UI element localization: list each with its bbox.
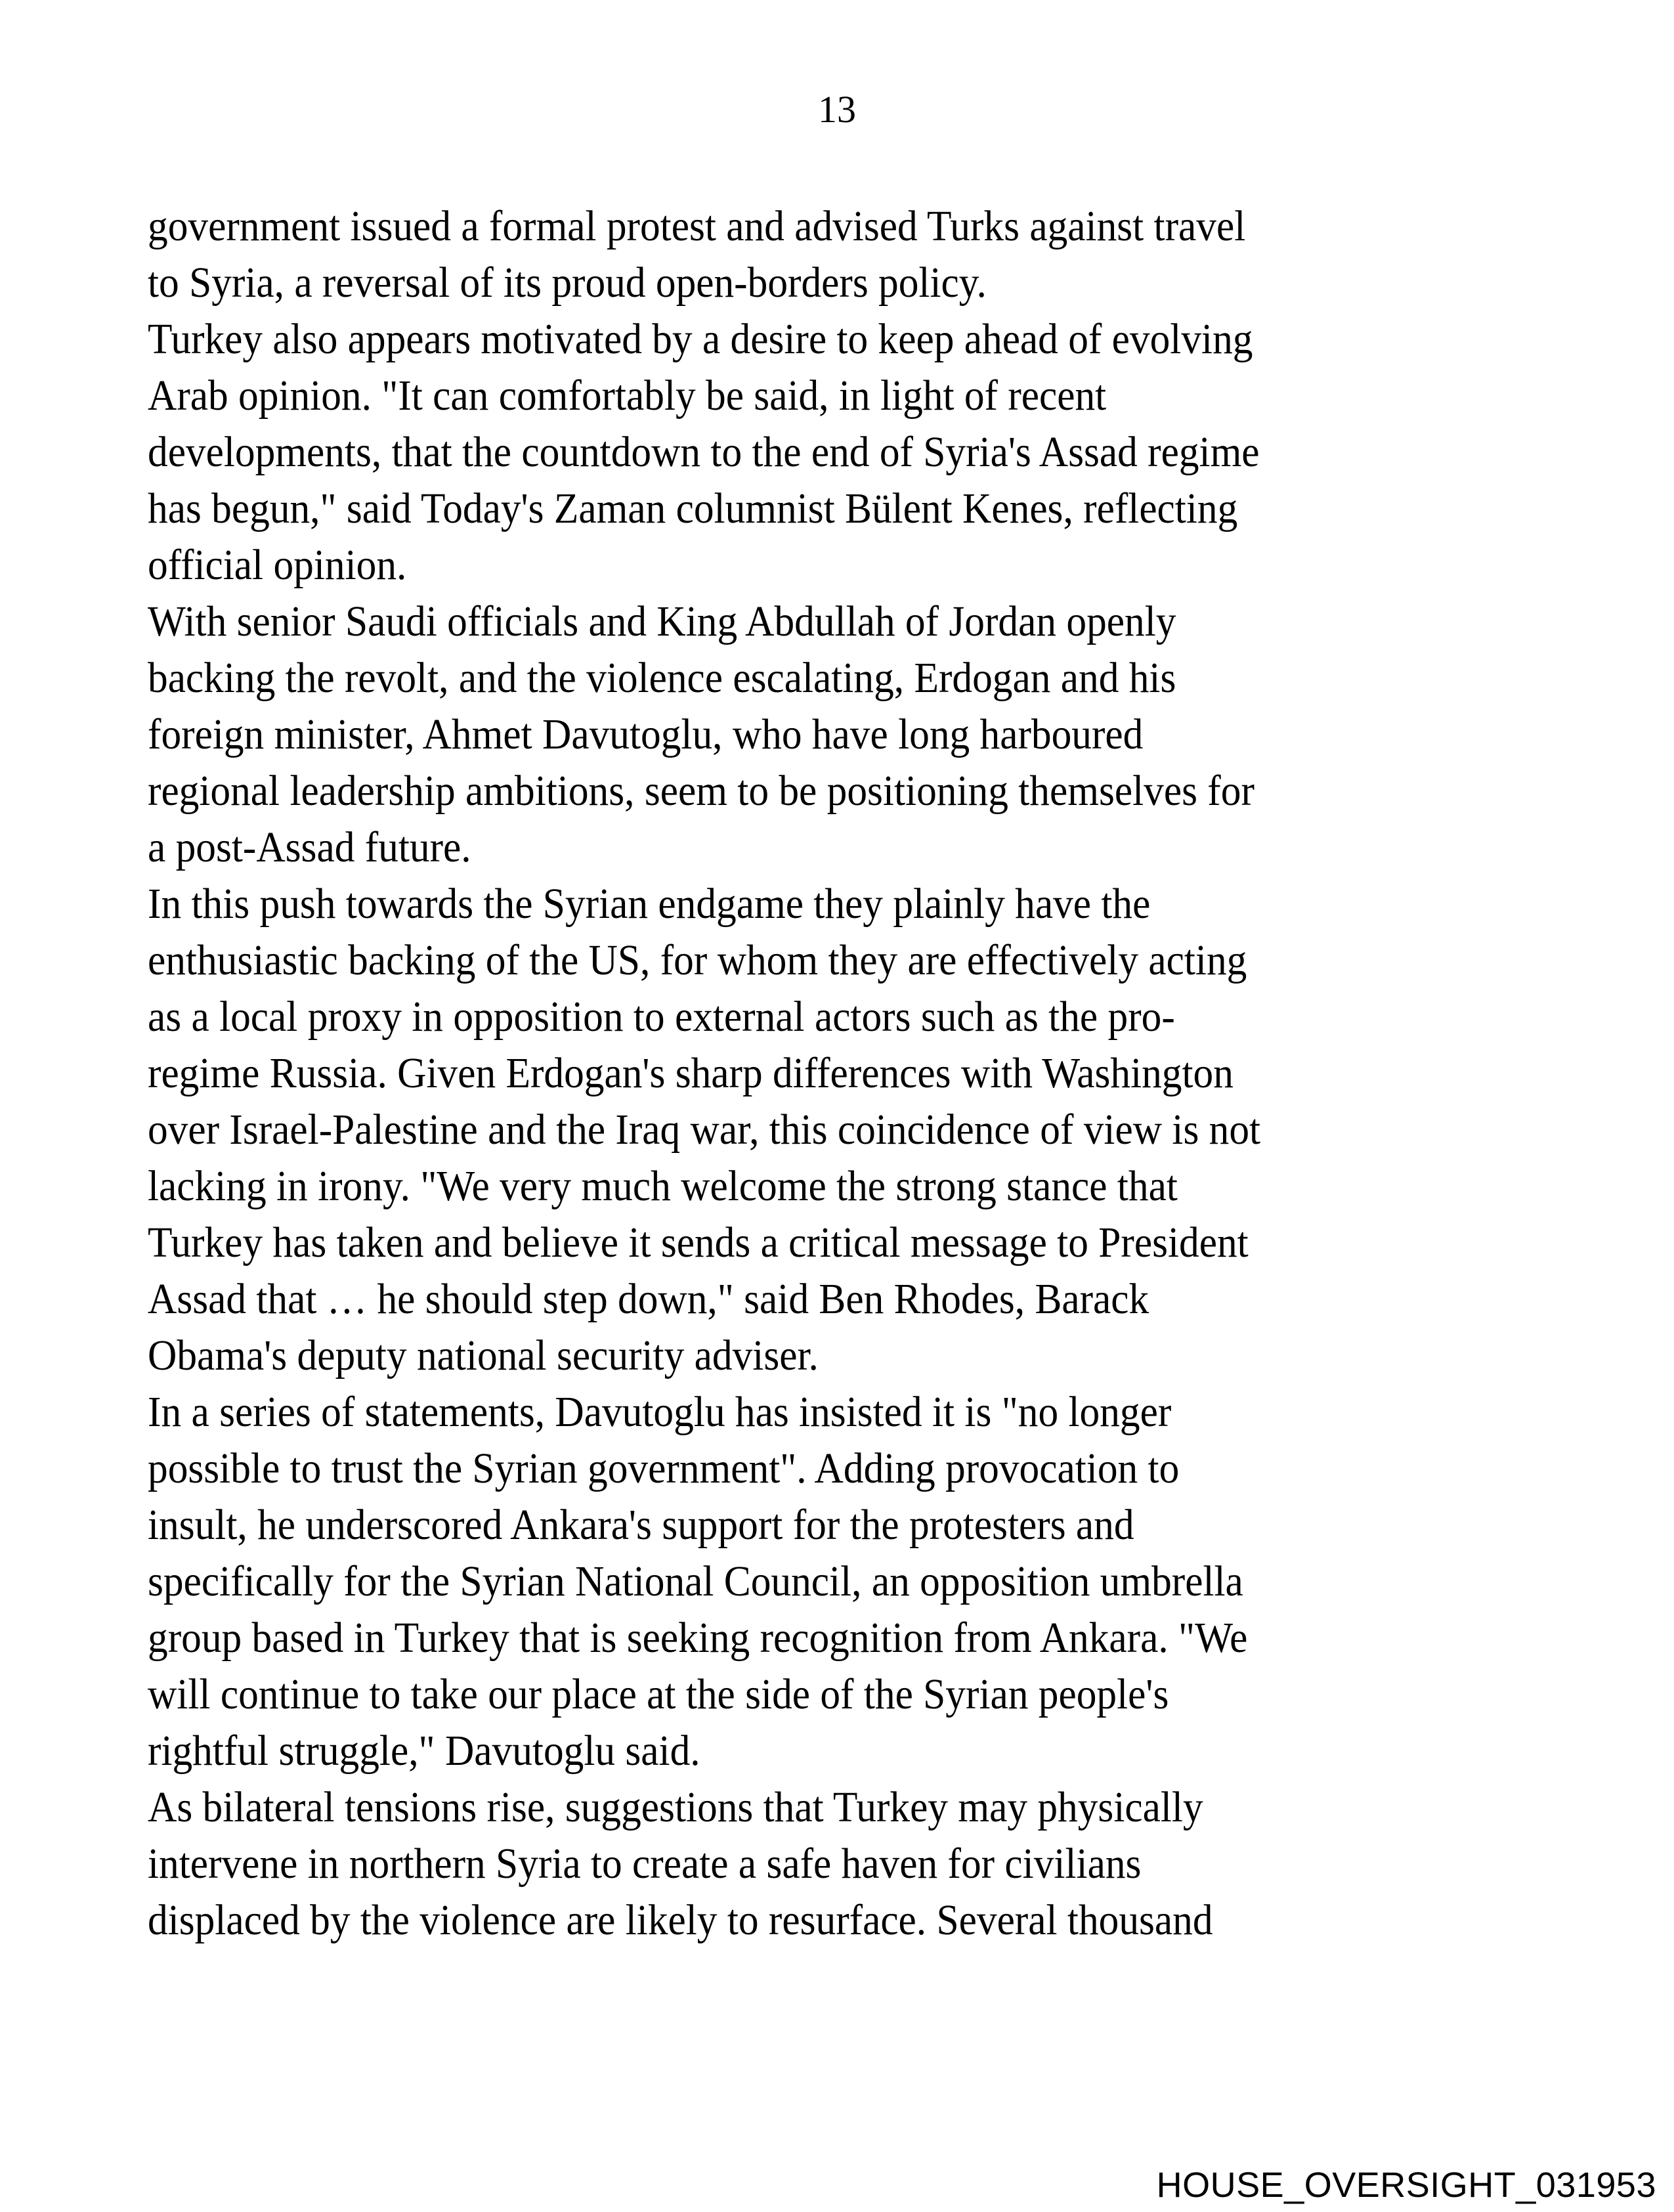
text-line: intervene in northern Syria to create a safe haven for civilians [148,1840,1142,1888]
text-line: regional leadership ambitions, seem to be positioning themselves for [148,767,1255,815]
paragraph [148,198,1530,311]
text-line: possible to trust the Syrian government". Adding provocation to [148,1444,1180,1492]
text-line: displaced by the violence are likely to resurface. Several thousand [148,1896,1213,1944]
text-line: government issued a formal protest and advised Turks against travel [148,202,1246,250]
text-line: With senior Saudi officials and King Abdullah of Jordan openly [148,597,1176,645]
text-line: specifically for the Syrian National Council, an opposition umbrella [148,1557,1243,1605]
text-line: developments, that the countdown to the end of Syria's Assad regime [148,428,1260,476]
document-body [148,198,1530,1949]
text-line: As bilateral tensions rise, suggestions that Turkey may physically [148,1783,1203,1831]
text-line: foreign minister, Ahmet Davutoglu, who have long harboured [148,710,1144,758]
text-line: official opinion. [148,541,407,589]
text-line: In this push towards the Syrian endgame they plainly have the [148,880,1151,928]
text-line: lacking in irony. "We very much welcome the strong stance that [148,1162,1178,1210]
paragraph [148,1384,1530,1779]
text-line: over Israel-Palestine and the Iraq war, this coincidence of view is not [148,1106,1261,1154]
text-line: group based in Turkey that is seeking recognition from Ankara. "We [148,1614,1248,1662]
text-line: Turkey has taken and believe it sends a critical message to President [148,1219,1249,1267]
text-line: rightful struggle," Davutoglu said. [148,1727,700,1775]
text-line: to Syria, a reversal of its proud open-borders policy. [148,259,987,307]
bates-number: HOUSE_OVERSIGHT_031953 [1156,2165,1656,2205]
text-line: In a series of statements, Davutoglu has insisted it is "no longer [148,1388,1172,1436]
text-line: will continue to take our place at the side of the Syrian people's [148,1670,1169,1718]
text-line: Obama's deputy national security adviser. [148,1332,819,1379]
page-number: 13 [818,88,856,131]
text-line: a post-Assad future. [148,823,471,871]
paragraph [148,311,1530,594]
text-line: backing the revolt, and the violence escalating, Erdogan and his [148,654,1176,702]
text-line: Turkey also appears motivated by a desire to keep ahead of evolving [148,315,1253,363]
text-line: Assad that … he should step down," said Ben Rhodes, Barack [148,1275,1149,1323]
paragraph [148,594,1530,876]
paragraph [148,876,1530,1384]
text-line: enthusiastic backing of the US, for whom they are effectively acting [148,936,1247,984]
text-line: insult, he underscored Ankara's support for the protesters and [148,1501,1134,1549]
text-line: as a local proxy in opposition to external actors such as the pro- [148,993,1175,1041]
paragraph [148,1779,1530,1949]
text-line: Arab opinion. "It can comfortably be said, in light of recent [148,372,1107,420]
text-line: has begun," said Today's Zaman columnist Bülent Kenes, reflecting [148,485,1238,532]
text-line: regime Russia. Given Erdogan's sharp differences with Washington [148,1049,1234,1097]
